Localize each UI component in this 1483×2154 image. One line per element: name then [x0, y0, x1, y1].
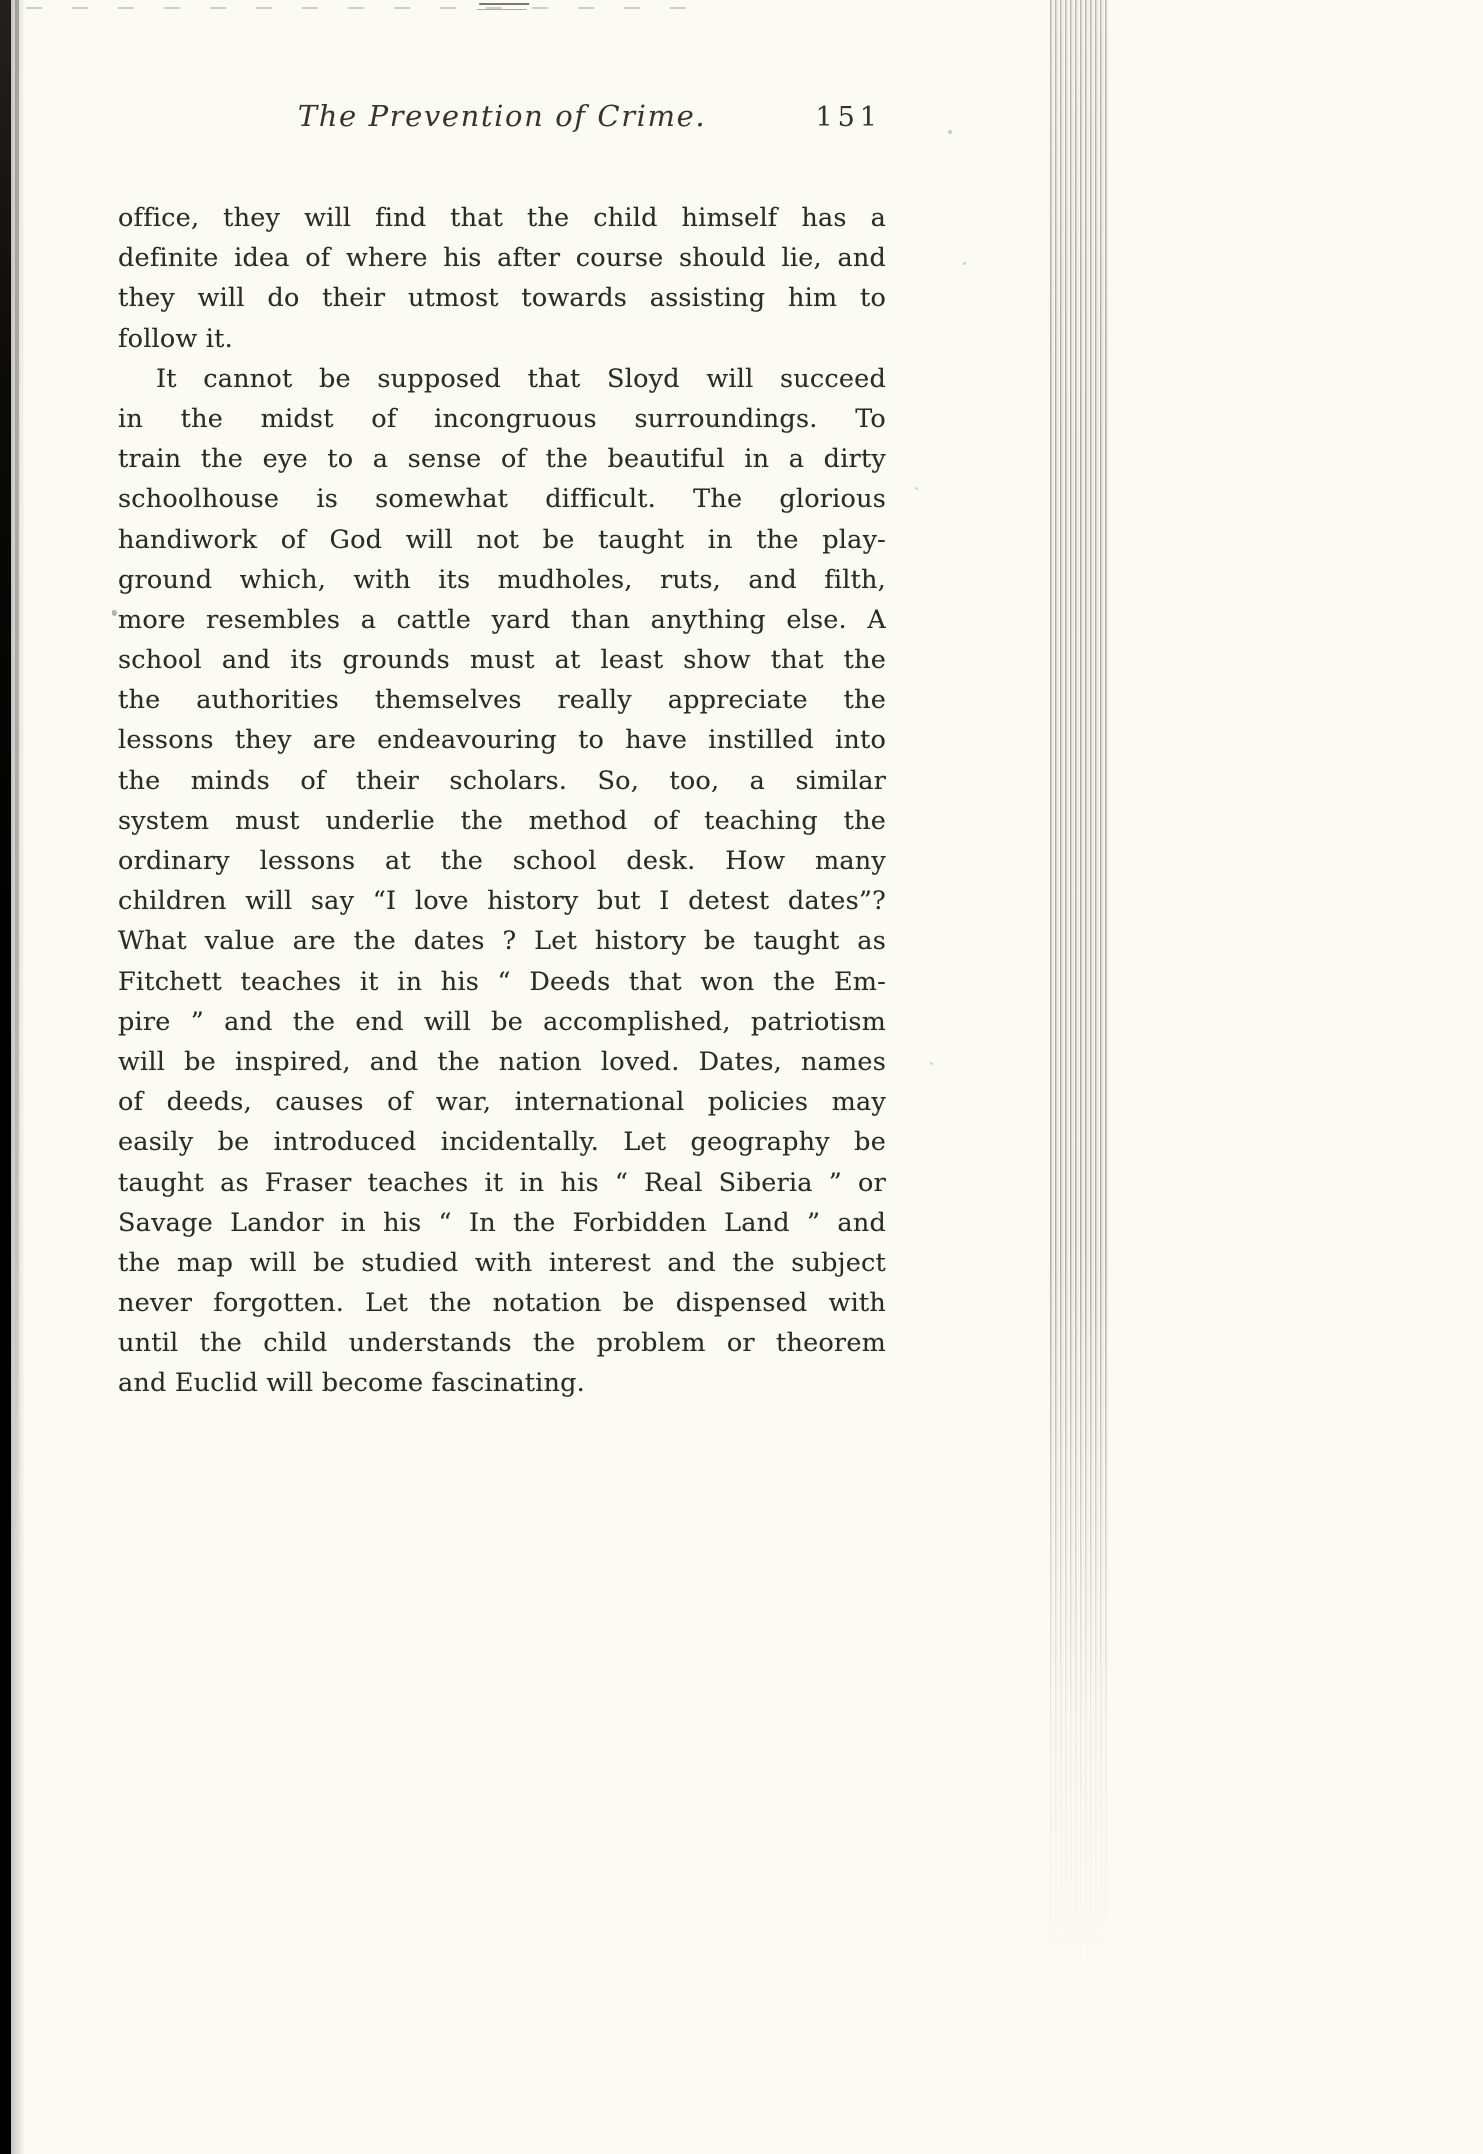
text-line: It cannot be supposed that Sloyd will succeed [156, 363, 886, 394]
scan-speck [948, 130, 952, 134]
text-line: Savage Landor in his “ In the Forbidden Land ” and [118, 1207, 886, 1238]
scan-speck [963, 262, 966, 265]
text-line: handiwork of God will not be taught in the play- [118, 524, 886, 555]
text-line: train the eye to a sense of the beautiful in a dirty [118, 444, 886, 475]
text-line: until the child understands the problem or theorem [118, 1328, 886, 1359]
page-number: 151 [815, 102, 882, 133]
scan-artifact-dashes [26, 7, 706, 9]
text-line: taught as Fraser teaches it in his “ Real Siberia ” or [118, 1167, 886, 1198]
text-line: of deeds, causes of war, international policies may [118, 1087, 886, 1118]
text-line: children will say “I love history but I detest dates”? [118, 886, 886, 917]
text-line: the minds of their scholars. So, too, a similar [118, 765, 886, 796]
text-line: they will do their utmost towards assisting him to [118, 283, 886, 314]
scan-artifact-mark [476, 3, 529, 10]
text-block-lines [118, 198, 886, 1404]
text-line: will be inspired, and the nation loved. Dates, names [118, 1046, 886, 1077]
binding-gutter-line [15, 0, 19, 1750]
text-line: ordinary lessons at the school desk. How many [118, 846, 886, 876]
scan-speck [930, 1062, 933, 1065]
text-block [118, 96, 886, 1404]
text-line: definite idea of where his after course should lie, and [118, 243, 886, 274]
text-line: school and its grounds must at least show that the [118, 645, 886, 676]
text-line: the map will be studied with interest and the subject [118, 1247, 886, 1278]
running-title: The Prevention of Crime. [297, 99, 707, 133]
text-line: schoolhouse is somewhat difficult. The glorious [118, 484, 886, 515]
text-line: more resembles a cattle yard than anything else. A [118, 604, 886, 635]
text-line: easily be introduced incidentally. Let geography be [118, 1127, 886, 1158]
text-line: Fitchett teaches it in his “ Deeds that won the Em- [118, 966, 886, 997]
scan-speck [915, 487, 918, 490]
text-line: in the midst of incongruous surroundings. To [118, 403, 886, 434]
text-line: and Euclid will become fascinating. [118, 1368, 585, 1399]
text-line: ground which, with its mudholes, ruts, and filth, [118, 564, 886, 595]
text-line: follow it. [118, 323, 233, 354]
text-line: lessons they are endeavouring to have instilled into [118, 725, 886, 756]
text-line: pire ” and the end will be accomplished, patriotism [118, 1006, 886, 1037]
scan-speck [112, 610, 117, 616]
page-edges-right [1050, 0, 1108, 2154]
book-binding-edge [0, 0, 11, 2154]
text-line: system must underlie the method of teaching the [118, 805, 886, 836]
page-header [118, 96, 886, 154]
text-line: office, they will find that the child himself has a [118, 203, 886, 233]
text-line: What value are the dates ? Let history be taught as [118, 926, 886, 957]
text-line: the authorities themselves really appreciate the [118, 685, 886, 716]
text-line: never forgotten. Let the notation be dispensed with [118, 1288, 886, 1319]
